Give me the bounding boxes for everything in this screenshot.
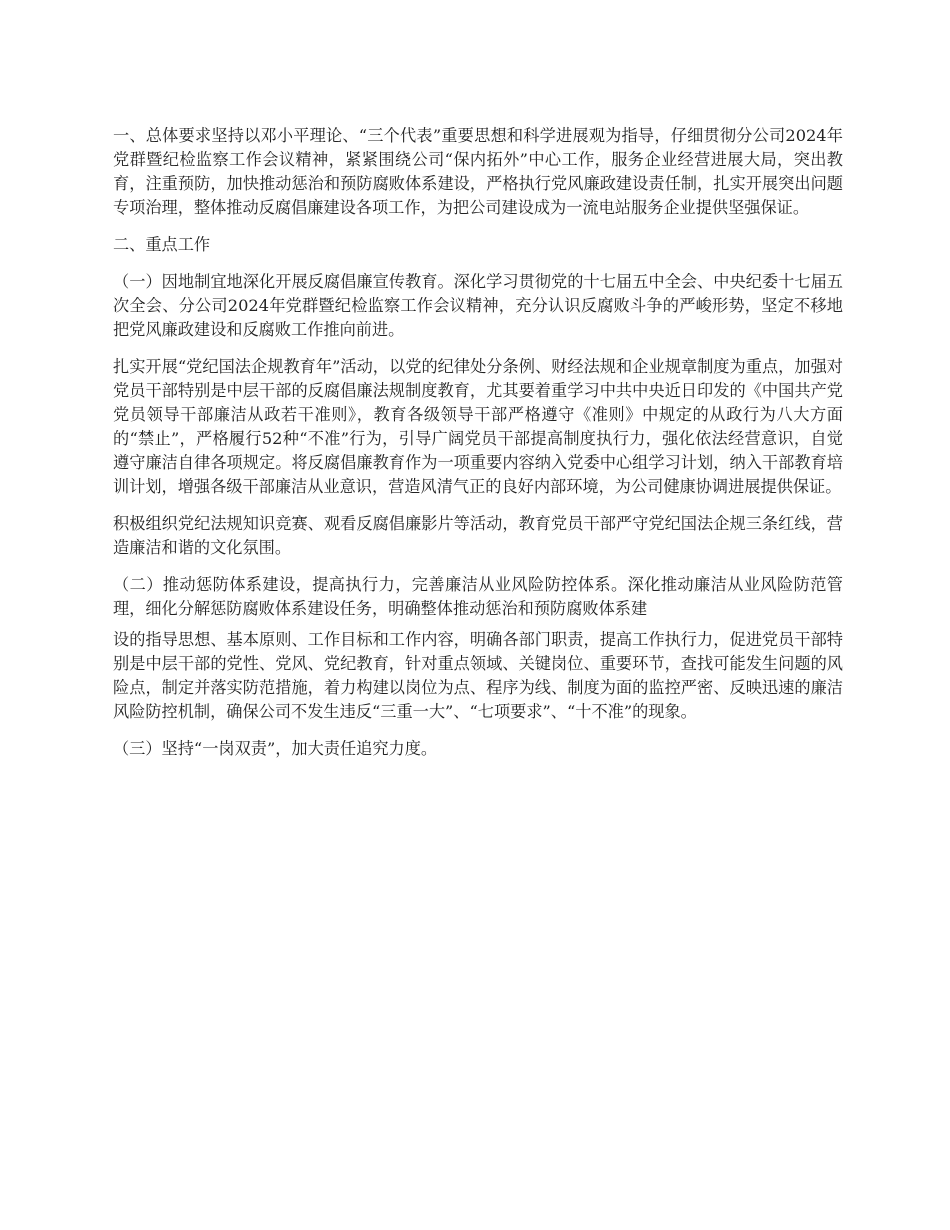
paragraph-section-one: （一）因地制宜地深化开展反腐倡廉宣传教育。深化学习贯彻党的十七届五中全会、中央纪委十七届五次全会、分公司2024年党群暨纪检监察工作会议精神，充分认识反腐败斗争的严峻形势，坚定不移地把党风廉政建设和反腐败工作推向前进。	[113, 272, 843, 339]
document-body	[113, 124, 843, 774]
heading-key-work: 二、重点工作	[113, 235, 211, 254]
paragraph-knowledge-contest: 积极组织党纪法规知识竞赛、观看反腐倡廉影片等活动，教育党员干部严守党纪国法企规三条红线，营造廉洁和谐的文化氛围。	[113, 514, 843, 557]
paragraph-general-requirements: 一、总体要求坚持以邓小平理论、“三个代表”重要思想和科学进展观为指导，仔细贯彻分公司2024年党群暨纪检监察工作会议精神，紧紧围绕公司“保内拓外”中心工作，服务企业经营进展大局，突出教育，注重预防，加快推动惩治和预防腐败体系建设，严格执行党风廉政建设责任制，扎实开展突出问题专项治理，整体推动反腐倡廉建设各项工作，为把公司建设成为一流电站服务企业提供坚强保证。	[113, 126, 843, 217]
paragraph-section-two-continued: 设的指导思想、基本原则、工作目标和工作内容，明确各部门职责，提高工作执行力，促进党员干部特别是中层干部的党性、党风、党纪教育，针对重点领域、关键岗位、重要环节，查找可能发生问题的风险点，制定并落实防范措施，着力构建以岗位为点、程序为线、制度为面的监控严密、反映迅速的廉洁风险防控机制，确保公司不发生违反“三重一大”、“七项要求”、“十不准”的现象。	[113, 630, 843, 721]
paragraph-education-year: 扎实开展“党纪国法企规教育年”活动，以党的纪律处分条例、财经法规和企业规章制度为重点，加强对党员干部特别是中层干部的反腐倡廉法规制度教育，尤其要着重学习中共中央近日印发的《中国共产党党员领导干部廉洁从政若干准则》，教育各级领导干部严格遵守《准则》中规定的从政行为八大方面的“禁止”，严格履行52种“不准”行为，引导广阔党员干部提高制度执行力，强化依法经营意识，自觉遵守廉洁自律各项规定。将反腐倡廉教育作为一项重要内容纳入党委中心组学习计划，纳入干部教育培训计划，增强各级干部廉洁从业意识，营造风清气正的良好内部环境，为公司健康协调进展提供保证。	[113, 357, 843, 496]
paragraph-section-three: （三）坚持“一岗双责”，加大责任追究力度。	[113, 739, 438, 758]
paragraph-section-two: （二）推动惩防体系建设，提高执行力，完善廉洁从业风险防控体系。深化推动廉洁从业风险防范管理，细化分解惩防腐败体系建设任务，明确整体推动惩治和预防腐败体系建	[113, 575, 843, 618]
